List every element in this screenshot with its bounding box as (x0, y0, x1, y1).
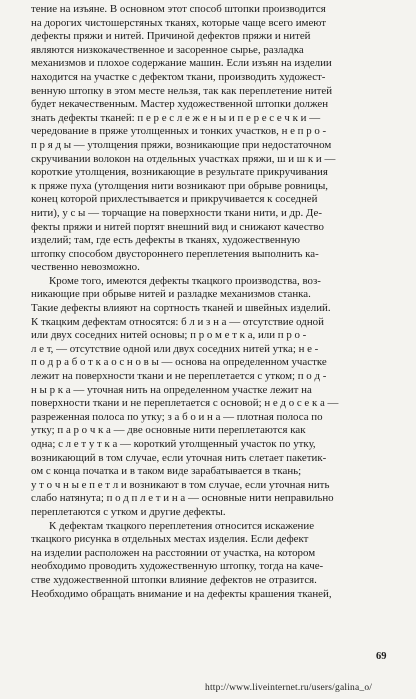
text-line: н ы р к а — уточная нить на определенном участке лежит на (31, 383, 312, 396)
text-line: ом с конца початка и в таком виде зарабатывается в ткань; (31, 465, 302, 478)
text-line: К дефектам ткацкого переплетения относится искажение (49, 519, 315, 532)
text-line: переплетаются с утком и другие дефекты. (31, 505, 226, 518)
text-line: ткацкого рисунка в отдельных местах изделия. Если дефект (31, 533, 309, 546)
text-line: скручивании волокон на отдельных участках пряжи, ш и ш к и — (31, 152, 336, 165)
text-line: будет некачественным. Мастер художественной штопки должен (31, 98, 329, 111)
text-line: дефекты пряжи и нитей. Причиной дефектов пряжи и нитей (31, 30, 311, 43)
text-line: п о д р а б о т к а о с н о в ы — основа на определенном участке (31, 356, 327, 369)
text-line: изделий; там, где есть дефекты в тканях, художественную (31, 234, 301, 247)
text-line: нити), у с ы — торчащие на поверхности ткани нити, и др. Де- (31, 206, 322, 219)
text-line: знать дефекты тканей: п е р е с л е ж е н ы и п е р е с е ч к и — (31, 111, 321, 124)
text-line: тение на изъяне. В основном этот способ штопки производится (31, 3, 326, 15)
text-line: п р я д ы — утолщения пряжи, возникающие при недостаточном (31, 138, 332, 151)
text-line: утку; п а р о ч к а — две основные нити переплетаются как (31, 424, 306, 437)
text-line: Необходимо обращать внимание и на дефекты крашения тканей, (31, 587, 332, 600)
text-line: являются низкокачественное и засоренное сырье, разладка (31, 43, 304, 56)
text-line: к пряже пуха (утолщения нити возникают при обрыве ровницы, (31, 179, 329, 192)
text-line: находится на участке с дефектом ткани, производить художест- (31, 70, 326, 83)
text-line: или двух соседних нитей основы; п р о м е т к а, или п р о - (31, 329, 307, 342)
text-line: фекты пряжи и нитей портят внешний вид и снижают качество (31, 220, 324, 233)
text-line: К ткацким дефектам относятся: б л и з н а — отсутствие одной (31, 315, 324, 328)
text-line: Кроме того, имеются дефекты ткацкого производства, воз- (49, 274, 321, 287)
text-line: поверхности ткани и не переплетается с основой; н е д о с е к а — (31, 397, 339, 410)
text-line: штопку способом двустороннего переплетения выполнить ка- (31, 247, 319, 260)
text-line: механизмов и плохое содержание машин. Если изъян на изделии (31, 57, 332, 70)
text-line: чественно невозможно. (31, 261, 140, 274)
text-line: Такие дефекты влияют на сортность тканей и швейных изделий. (31, 302, 331, 315)
page-number: 69 (376, 651, 387, 662)
text-line: необходимо проводить художественную штопку, тогда на каче- (31, 560, 324, 573)
text-line: на дорогих чистошерстяных тканях, которые чаще всего имеют (31, 16, 327, 29)
watermark-url: http://www.liveinternet.ru/users/galina_o/ (205, 683, 373, 693)
text-line: на изделии расположен на расстоянии от участка, на котором (31, 546, 316, 559)
text-line: л е т, — отсутствие одной или двух соседних нитей утка; н е - (31, 342, 319, 355)
text-line: никающие при обрыве нитей и разладке механизмов станка. (31, 288, 311, 301)
text-line: у т о ч н ы е п е т л и возникают в том случае, если уточная нить (31, 478, 330, 491)
text-line: конец которой прихлестывается и прикручивается к соседней (31, 193, 318, 206)
text-line: одна; с л е т у т к а — короткий утолщенный участок по утку, (31, 438, 316, 450)
text-line: венную штопку в этом месте нельзя, так как переплетение нитей (31, 84, 333, 97)
body-text (31, 3, 395, 601)
text-line: короткие утолщения, возникающие в результате прикручивания (31, 166, 328, 179)
text-line: разреженная полоса по утку; з а б о и н а — плотная полоса по (31, 410, 323, 423)
text-line: чередование в пряже утолщенных и тонких участков, н е п р о - (31, 125, 327, 138)
text-line: слабо натянута; п о д п л е т и н а — основные нити неправильно (31, 492, 334, 505)
text-line: лежит на поверхности ткани и не переплетается с утком; п о д - (31, 370, 327, 383)
text-line: возникающий в том случае, если уточная нить слетает пакетик- (31, 451, 327, 464)
text-line: стве художественной штопки влияние дефектов не отразится. (31, 573, 317, 586)
